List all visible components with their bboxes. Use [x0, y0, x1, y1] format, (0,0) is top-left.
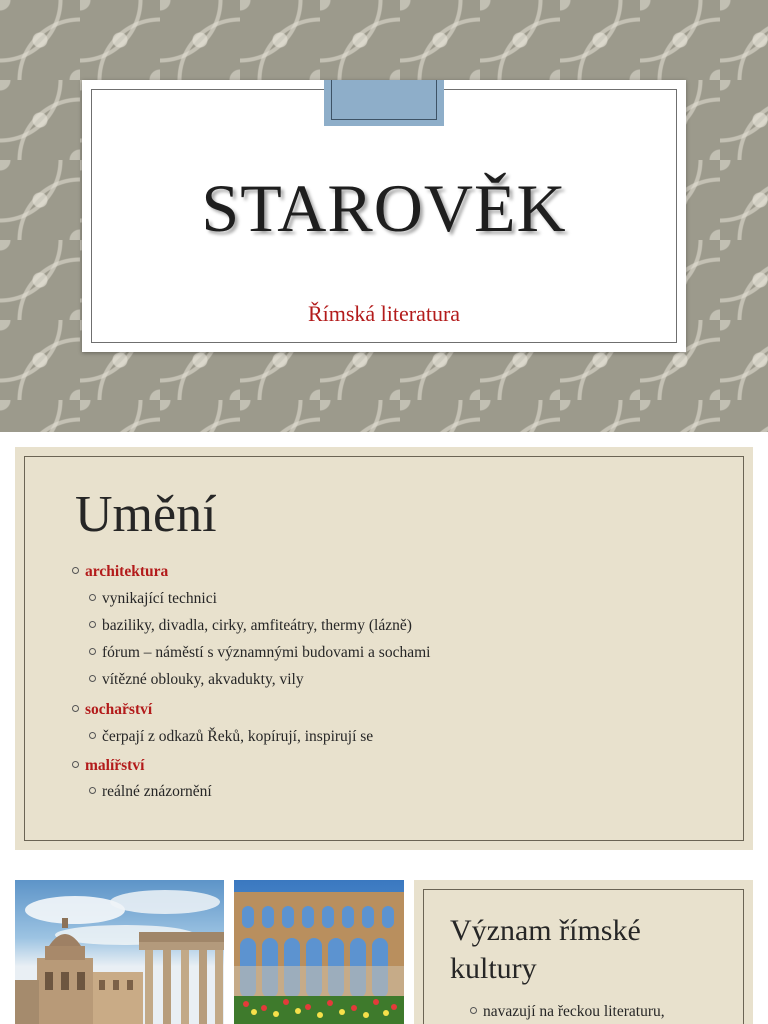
bullet-ring-icon — [89, 594, 96, 601]
sub-bullet — [89, 643, 430, 663]
bullet-ring-icon — [89, 787, 96, 794]
significance-slide — [414, 880, 753, 1024]
bullet-ring-icon — [470, 1007, 477, 1014]
roman-forum-photo — [15, 880, 224, 1024]
sub-bullet — [89, 670, 304, 690]
bullet-label: architektura — [85, 563, 169, 580]
sub-bullet-text: baziliky, divadla, cirky, amfiteátry, thermy (lázně) — [102, 617, 412, 634]
aqueduct-photo — [234, 880, 404, 1024]
aqueduct-illustration — [234, 880, 404, 1024]
sub-bullet-text: vynikající technici — [102, 590, 217, 607]
title-slide — [0, 0, 768, 432]
art-slide — [15, 447, 753, 850]
roman-forum-illustration — [15, 880, 224, 1024]
bullet-ring-icon — [89, 648, 96, 655]
slide-subtitle: Římská literatura — [307, 301, 461, 326]
bullet-ring-icon — [72, 567, 79, 574]
slide-main-title: STAROVĚK — [201, 170, 567, 246]
bullet-ring-icon — [72, 705, 79, 712]
sub-bullet-text: čerpají z odkazů Řeků, kopírují, inspirují se — [102, 728, 374, 745]
bullet-ring-icon — [89, 732, 96, 739]
bullet-label: malířství — [85, 757, 145, 774]
sub-bullet — [89, 727, 373, 747]
significance-bullet — [470, 1002, 665, 1022]
bullet-ring-icon — [89, 675, 96, 682]
sub-bullet — [89, 616, 412, 636]
bullet-ring-icon — [72, 761, 79, 768]
bullet-architecture — [72, 562, 168, 582]
significance-bullet-text: navazují na řeckou literaturu, — [483, 1003, 665, 1020]
bullet-painting — [72, 756, 144, 776]
sub-bullet-text: vítězné oblouky, akvadukty, vily — [102, 671, 304, 688]
bullet-sculpture — [72, 700, 152, 720]
title-tab-frame — [331, 80, 437, 120]
sub-bullet — [89, 782, 212, 802]
art-slide-title: Umění — [75, 486, 217, 543]
significance-slide-title: Význam římské kultury — [450, 914, 641, 985]
sub-bullet-text: reálné znázornění — [102, 783, 212, 800]
sub-bullet — [89, 589, 217, 609]
sub-bullet-text: fórum – náměstí s významnými budovami a sochami — [102, 644, 431, 661]
bullet-ring-icon — [89, 621, 96, 628]
bullet-label: sochařství — [85, 701, 153, 718]
title-tab-decoration — [324, 80, 444, 126]
